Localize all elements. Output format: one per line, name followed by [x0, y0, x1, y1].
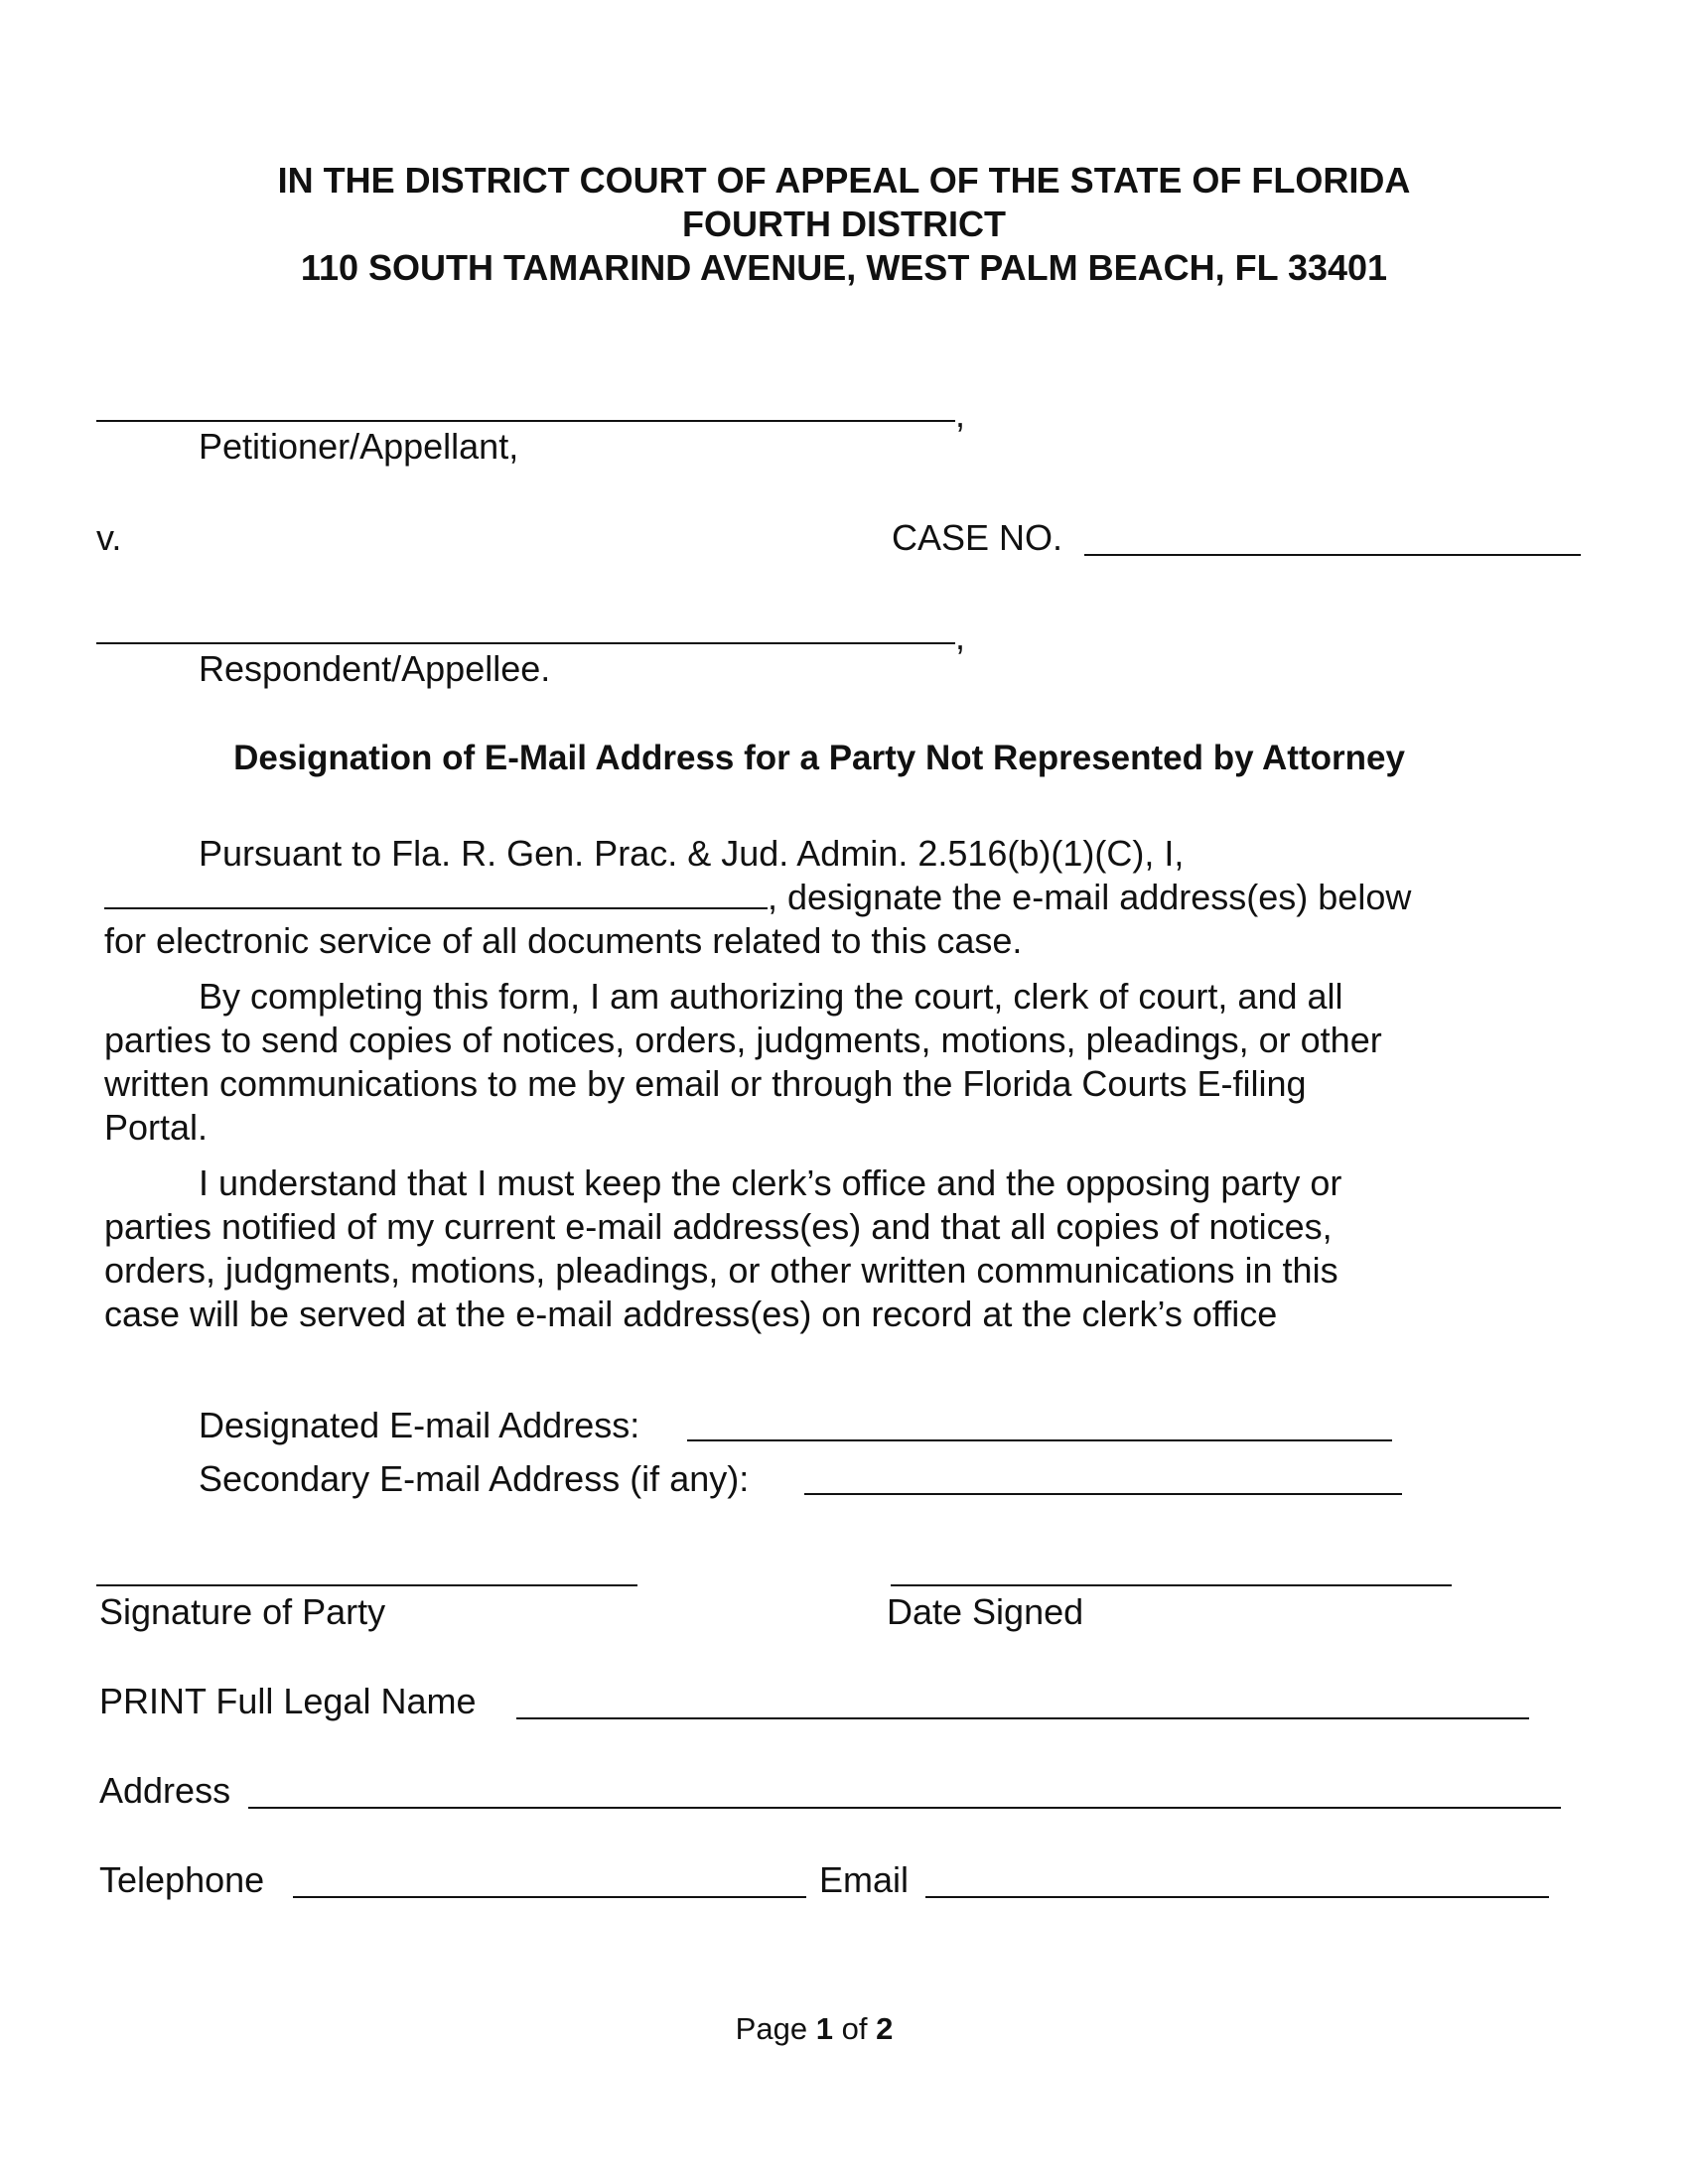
- respondent-comma: ,: [955, 616, 966, 657]
- versus-label: v.: [96, 517, 122, 558]
- case-number-label: CASE NO.: [892, 517, 1063, 558]
- page-word: Page: [735, 2011, 808, 2046]
- p1-line3: for electronic service of all documents related to this case.: [104, 920, 1023, 961]
- designated-email-label: Designated E-mail Address:: [199, 1405, 640, 1445]
- print-name-field[interactable]: [516, 1717, 1529, 1719]
- page-total: 2: [876, 2011, 894, 2046]
- page-indicator: [0, 2009, 1628, 2049]
- page-current: 1: [815, 2011, 833, 2046]
- p2-line1: By completing this form, I am authorizing the court, clerk of court, and all: [199, 976, 1343, 1017]
- petitioner-label: Petitioner/Appellant,: [199, 426, 519, 467]
- paragraph-authorization: [104, 975, 1554, 1150]
- p2-line2: parties to send copies of notices, orders, judgments, motions, pleadings, or other: [104, 1020, 1382, 1060]
- signature-label: Signature of Party: [99, 1591, 386, 1632]
- telephone-field[interactable]: [293, 1896, 806, 1898]
- respondent-label: Respondent/Appellee.: [199, 648, 551, 689]
- p3-line2: parties notified of my current e-mail address(es) and that all copies of notices,: [104, 1206, 1333, 1247]
- court-header: [0, 159, 1688, 290]
- secondary-email-field[interactable]: [804, 1493, 1402, 1495]
- court-address: 110 SOUTH TAMARIND AVENUE, WEST PALM BEACH, FL 33401: [300, 247, 1388, 288]
- court-name: IN THE DISTRICT COURT OF APPEAL OF THE STATE OF FLORIDA: [277, 160, 1411, 201]
- print-name-label: PRINT Full Legal Name: [99, 1681, 477, 1721]
- designated-email-field[interactable]: [687, 1439, 1392, 1441]
- form-title: Designation of E-Mail Address for a Party Not Represented by Attorney: [233, 739, 1405, 777]
- petitioner-comma: ,: [955, 394, 966, 435]
- p2-line3: written communications to me by email or through the Florida Courts E-filing: [104, 1063, 1307, 1104]
- petitioner-name-field[interactable]: [96, 420, 955, 422]
- date-signed-label: Date Signed: [887, 1591, 1084, 1632]
- p1-line1: Pursuant to Fla. R. Gen. Prac. & Jud. Admin. 2.516(b)(1)(C), I,: [199, 833, 1185, 874]
- paragraph-understanding: [104, 1161, 1554, 1336]
- case-number-field[interactable]: [1084, 554, 1581, 556]
- email-label: Email: [819, 1859, 910, 1900]
- paragraph-designation: [104, 832, 1554, 963]
- address-field[interactable]: [248, 1807, 1561, 1809]
- secondary-email-label: Secondary E-mail Address (if any):: [199, 1458, 750, 1499]
- party-name-field[interactable]: [104, 876, 768, 909]
- signature-field[interactable]: [96, 1584, 637, 1586]
- address-label: Address: [99, 1770, 231, 1811]
- district-name: FOURTH DISTRICT: [682, 204, 1006, 244]
- date-signed-field[interactable]: [891, 1584, 1452, 1586]
- email-field[interactable]: [925, 1896, 1549, 1898]
- p2-line4: Portal.: [104, 1107, 209, 1148]
- p3-line4: case will be served at the e-mail address(es) on record at the clerk’s office: [104, 1294, 1278, 1334]
- respondent-name-field[interactable]: [96, 642, 955, 644]
- p3-line3: orders, judgments, motions, pleadings, or other written communications in this: [104, 1250, 1338, 1291]
- p1-line2: , designate the e-mail address(es) below: [768, 877, 1412, 917]
- p3-line1: I understand that I must keep the clerk’s office and the opposing party or: [199, 1162, 1342, 1203]
- telephone-label: Telephone: [99, 1859, 265, 1900]
- of-word: of: [841, 2011, 868, 2046]
